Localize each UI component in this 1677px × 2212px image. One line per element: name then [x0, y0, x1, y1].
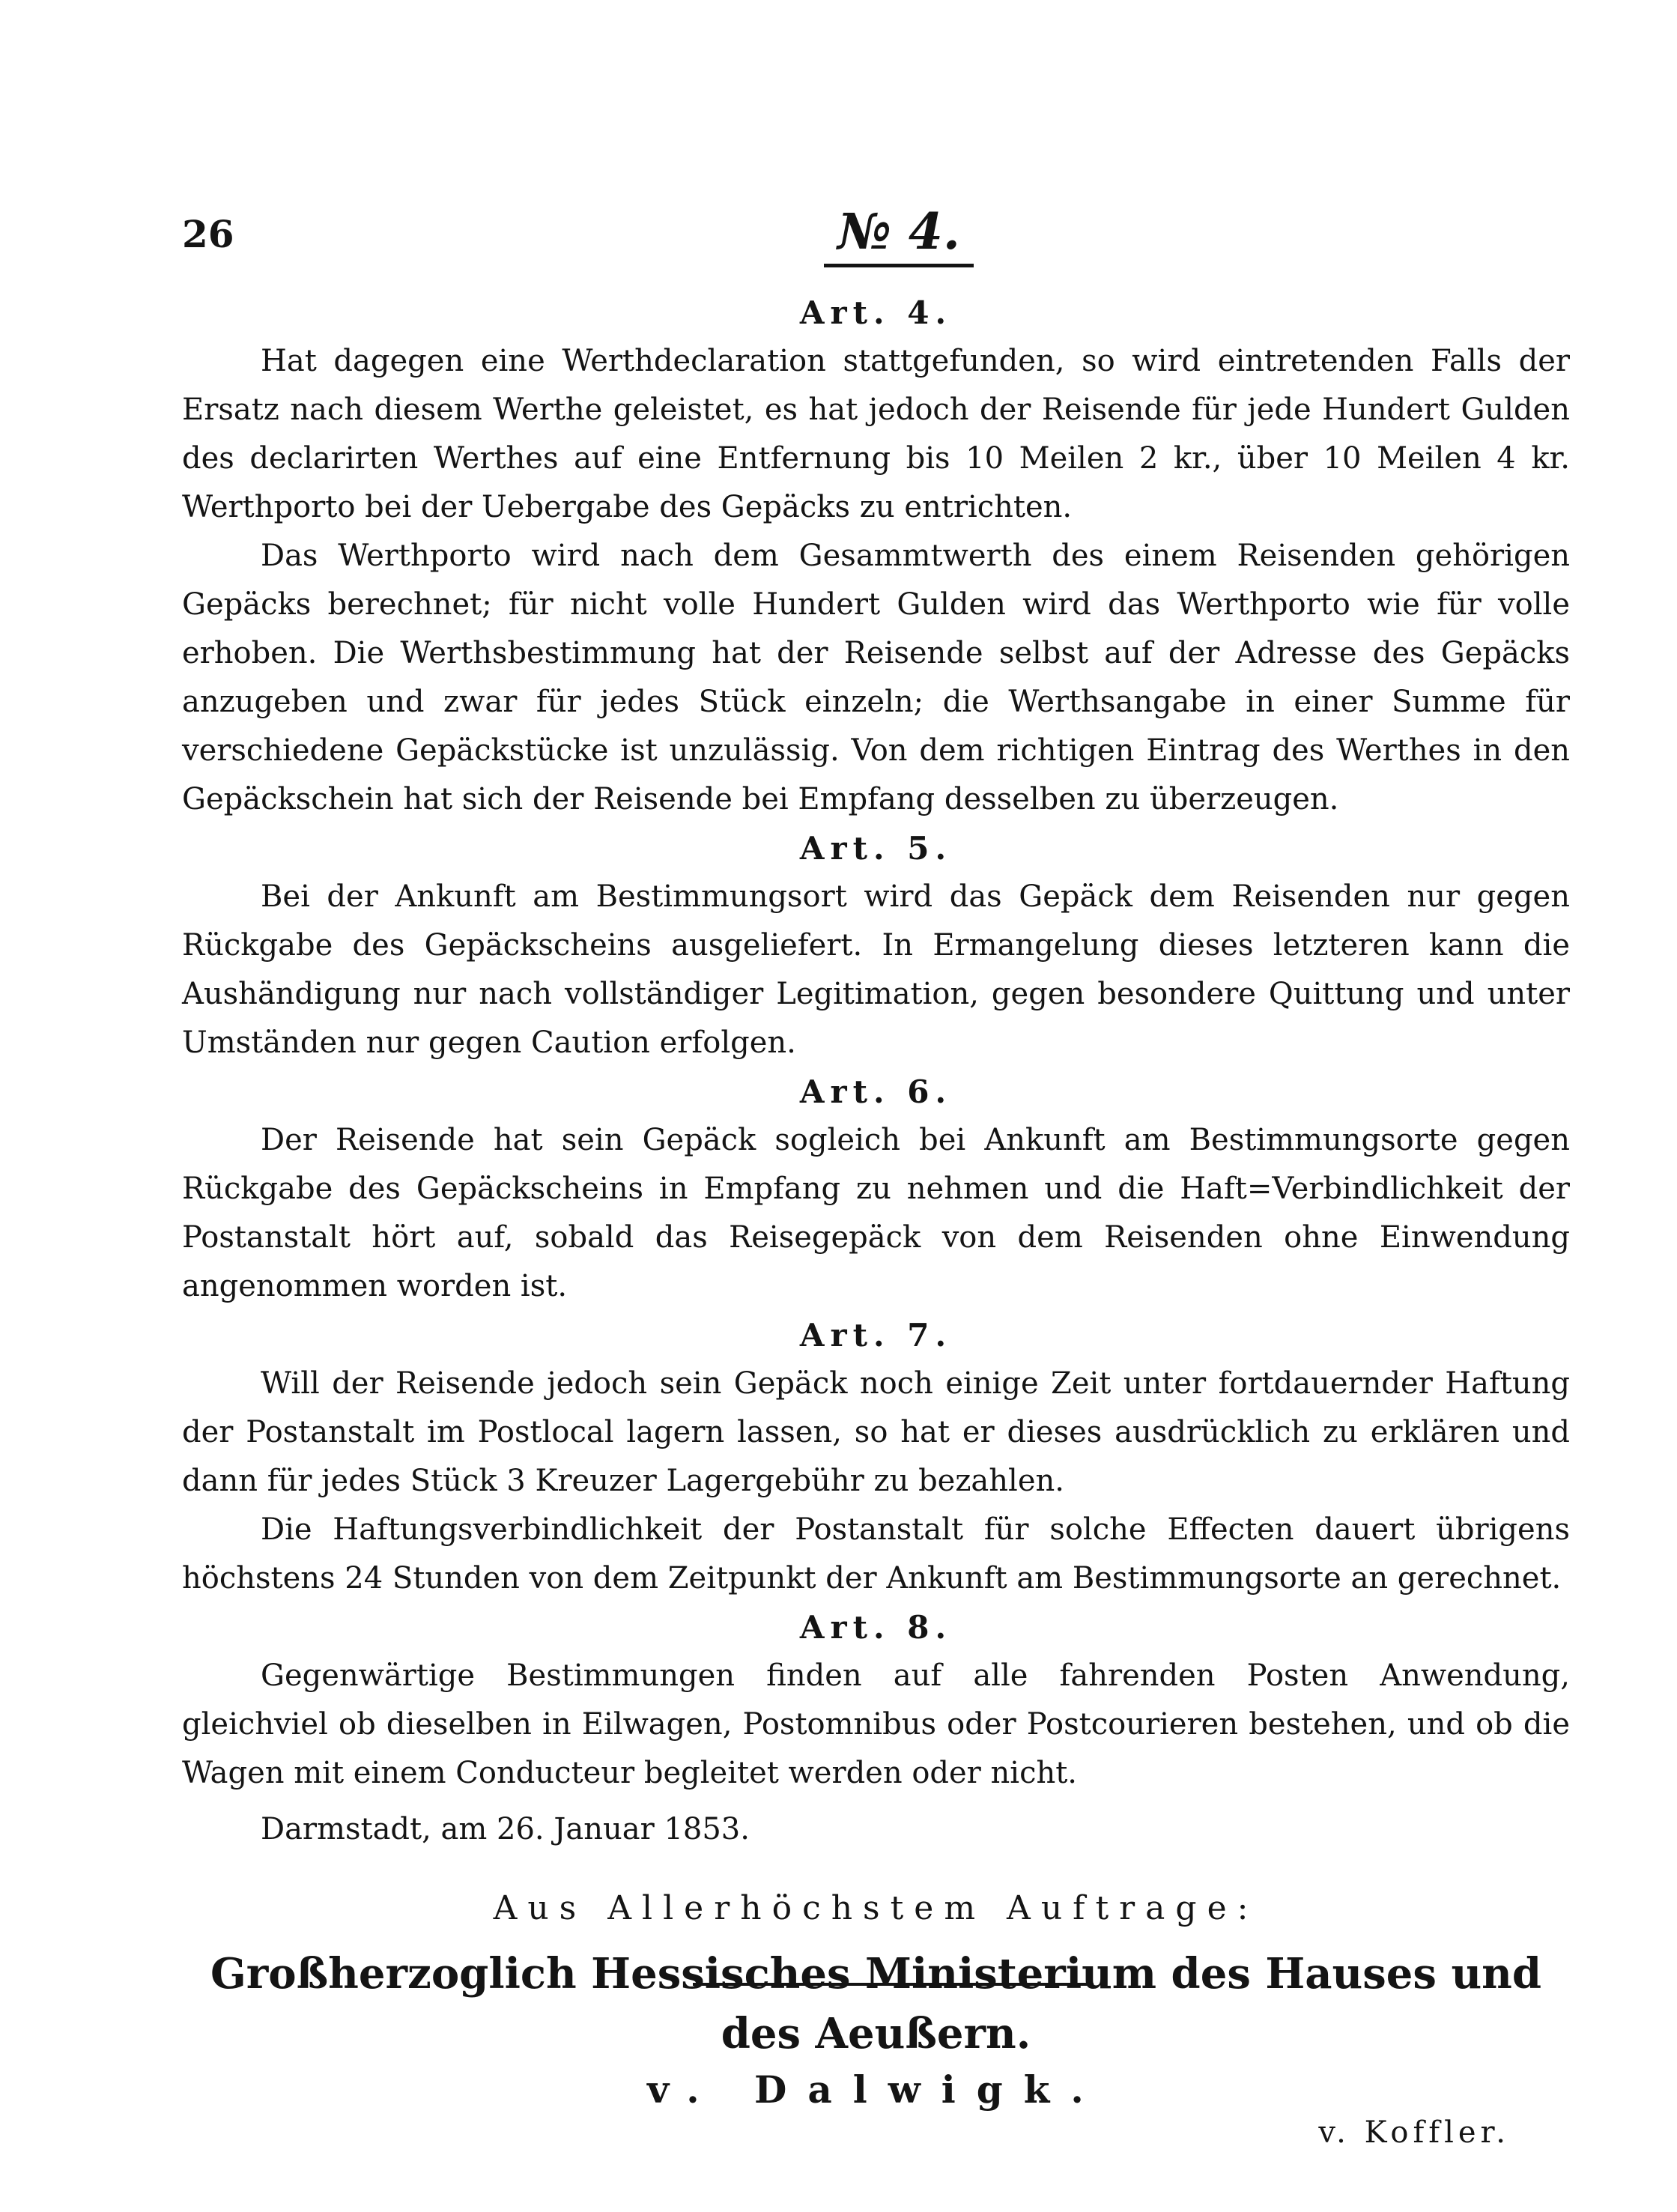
article-heading: Art. 7. — [799, 1317, 953, 1354]
article-paragraph: Die Haftungsverbindlichkeit der Postanstalt für solche Effecten dauert übrigens höchstens 24 Stunden von dem Zeitpunkt der Ankunft am Bestimmungsorte an gerechnet. — [182, 1512, 1570, 1596]
ministry-name: Großherzoglich Hessisches Ministerium des Hauses und des Aeußern. — [210, 1949, 1542, 2058]
issue-number: № 4. — [824, 202, 974, 267]
article-paragraph: Bei der Ankunft am Bestimmungsort wird das Gepäck dem Reisenden nur gegen Rückgabe des Gepäckscheins ausgeliefert. In Ermangelung dieses letzteren kann die Aushändigung nur nach vollständiger Legitimation, gegen besondere Quittung und unter Umständen nur gegen Caution erfolgen. — [182, 879, 1570, 1060]
article-paragraph: Der Reisende hat sein Gepäck sogleich bei Ankunft am Bestimmungsorte gegen Rückgabe des Gepäckscheins in Empfang zu nehmen und die Haft=Verbindlichkeit der Postanstalt hört auf, sobald das Reisegepäck von dem Reisenden ohne Einwendung angenommen worden ist. — [182, 1123, 1570, 1303]
end-rule-divider — [693, 1983, 1094, 1986]
document-body — [182, 288, 1570, 2157]
article-heading: Art. 5. — [799, 830, 953, 867]
article-paragraph: Das Werthporto wird nach dem Gesammtwerth des einem Reisenden gehörigen Gepäcks berechnet; für nicht volle Hundert Gulden wird das Werthporto wie für volle erhoben. Die Werthsbestimmung hat der Reisende selbst auf der Adresse des Gepäcks anzugeben und zwar für jedes Stück einzeln; die Werthsangabe in einer Summe für verschiedene Gepäckstücke ist unzulässig. Von dem richtigen Eintrag des Werthes in den Gepäckschein hat sich der Reisende bei Empfang desselben zu überzeugen. — [182, 539, 1570, 816]
article-paragraph: Gegenwärtige Bestimmungen finden auf alle fahrenden Posten Anwendung, gleichviel ob dieselben in Eilwagen, Postomnibus oder Postcourieren bestehen, und ob die Wagen mit einem Conducteur begleitet werden oder nicht. — [182, 1658, 1570, 1790]
signature-secondary: v. Koffler. — [1318, 2115, 1510, 2150]
article-heading: Art. 4. — [799, 294, 953, 331]
article-8 — [182, 1603, 1570, 1798]
article-5 — [182, 824, 1570, 1067]
article-paragraph: Will der Reisende jedoch sein Gepäck noch einige Zeit unter fortdauernder Haftung der Postanstalt im Postlocal lagern lassen, so hat er dieses ausdrücklich zu erklären und dann für jedes Stück 3 Kreuzer Lagergebühr zu bezahlen. — [182, 1366, 1570, 1498]
signature-main: v. Dalwigk. — [647, 2067, 1105, 2112]
article-4 — [182, 288, 1570, 824]
article-heading: Art. 6. — [799, 1073, 953, 1110]
dateline: Darmstadt, am 26. Januar 1853. — [261, 1812, 750, 1846]
article-heading: Art. 8. — [799, 1609, 953, 1646]
article-paragraph: Hat dagegen eine Werthdeclaration stattgefunden, so wird eintretenden Falls der Ersatz nach diesem Werthe geleistet, es hat jedoch der Reisende für jede Hundert Gulden des declarirten Werthes auf eine Entfernung bis 10 Meilen 2 kr., über 10 Meilen 4 kr. Werthporto bei der Uebergabe des Gepäcks zu entrichten. — [182, 344, 1570, 524]
article-6 — [182, 1067, 1570, 1311]
page-number: 26 — [182, 212, 234, 256]
commission-line: Aus Allerhöchstem Auftrage: — [493, 1889, 1259, 1927]
article-7 — [182, 1311, 1570, 1603]
